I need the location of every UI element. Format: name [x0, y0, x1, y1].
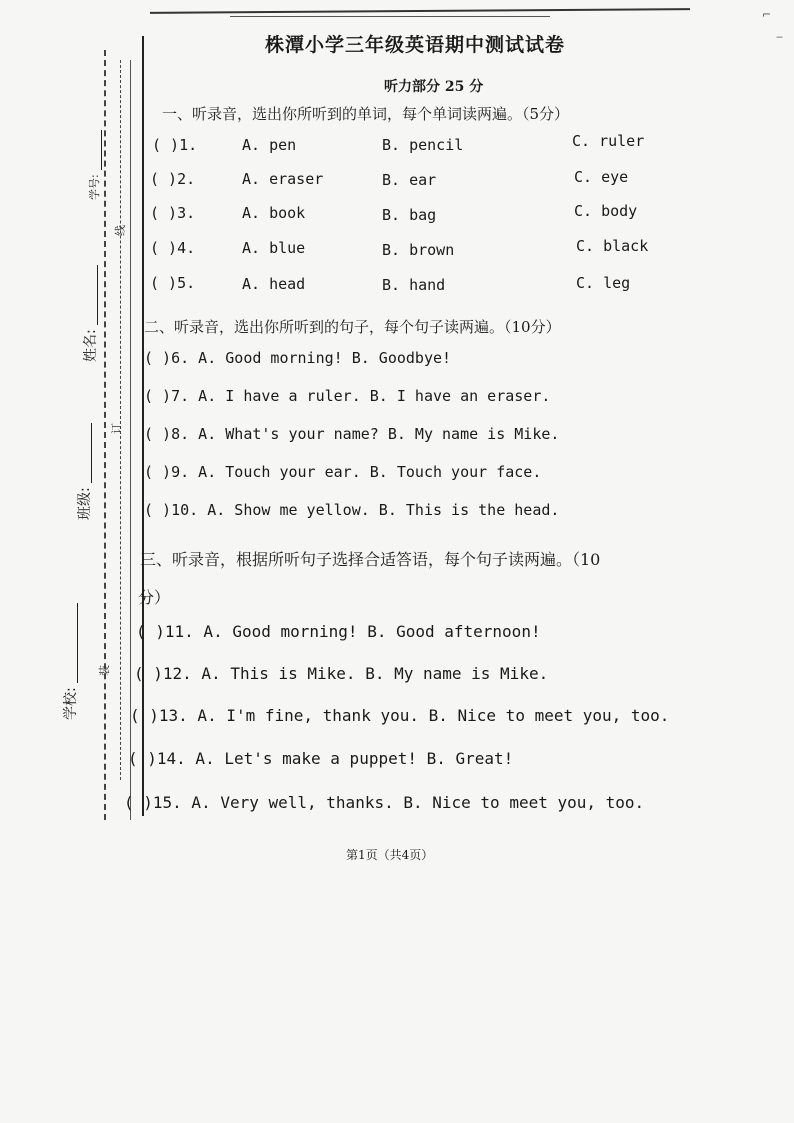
option-b: B. bag [382, 206, 437, 224]
list-item[interactable]: ( )14. A. Let's make a puppet! B. Great! [128, 749, 514, 768]
option-c: C. leg [576, 274, 631, 292]
number-field[interactable] [86, 130, 102, 200]
list-item[interactable]: ( )15. A. Very well, thanks. B. Nice to meet you, too. [124, 793, 645, 812]
option-a: A. blue [242, 239, 306, 257]
school-blank[interactable] [65, 603, 78, 683]
corner-mark-icon: ‒ [776, 30, 783, 43]
question-number[interactable]: ( )2. [150, 170, 196, 188]
option-b: B. ear [382, 171, 437, 189]
section3-heading: 三、听录音，根据所听句子选择合适答语，每个句子读两遍。（10 [140, 550, 601, 569]
list-item[interactable]: ( )9. A. Touch your ear. B. Touch your face. [144, 463, 542, 481]
page-number-footer: 第1页（共4页） [346, 848, 434, 862]
option-a: A. eraser [242, 170, 324, 188]
name-field[interactable] [80, 265, 100, 362]
school-field[interactable] [60, 603, 80, 720]
list-item[interactable]: ( )12. A. This is Mike. B. My name is Mike. [134, 664, 549, 683]
binding-mark-ding: 订 [110, 423, 123, 434]
list-item[interactable]: ( )7. A. I have a ruler. B. I have an eraser. [144, 387, 551, 405]
top-border-line [150, 8, 690, 14]
number-blank[interactable] [89, 130, 102, 170]
option-a: A. head [242, 275, 306, 293]
list-item[interactable]: ( )13. A. I'm fine, thank you. B. Nice to meet you, too. [130, 706, 670, 725]
binding-dashed-line-inner [120, 60, 121, 780]
question-number[interactable]: ( )1. [152, 136, 198, 154]
option-c: C. body [574, 202, 638, 220]
binding-dashed-line [104, 50, 106, 820]
class-label: 班级: [77, 487, 93, 520]
option-c: C. ruler [572, 132, 645, 150]
option-c: C. black [576, 237, 649, 255]
list-item[interactable]: ( )11. A. Good morning! B. Good afternoon! [136, 622, 541, 641]
section2-heading: 二、听录音，选出你所听到的句子，每个句子读两遍。（10分） [144, 318, 561, 336]
option-c: C. eye [574, 168, 629, 186]
school-label: 学校: [63, 687, 79, 720]
option-b: B. pencil [382, 136, 464, 154]
page-title: 株潭小学三年级英语期中测试试卷 [265, 34, 566, 56]
option-a: A. pen [242, 136, 297, 154]
list-item[interactable]: ( )6. A. Good morning! B. Goodbye! [144, 349, 452, 367]
option-a: A. book [242, 204, 306, 222]
class-blank[interactable] [79, 423, 92, 483]
section3-heading-cont: 分） [138, 588, 171, 607]
section1-heading: 一、听录音，选出你所听到的单词，每个单词读两遍。（5分） [162, 105, 570, 123]
question-number[interactable]: ( )4. [150, 239, 196, 257]
corner-mark-icon: ⌐ [762, 8, 772, 21]
list-item[interactable]: ( )10. A. Show me yellow. B. This is the head. [144, 501, 560, 519]
option-b: B. brown [382, 241, 455, 259]
page-subtitle: 听力部分 25 分 [384, 79, 484, 95]
number-label: 学号: [88, 174, 101, 200]
class-field[interactable] [74, 423, 94, 520]
binding-mark-zhuang: 装 [98, 665, 111, 676]
name-label: 姓名: [83, 329, 99, 362]
binding-mark-xian: 线 [114, 225, 127, 236]
name-blank[interactable] [85, 265, 98, 325]
option-b: B. hand [382, 276, 446, 294]
top-border-line-secondary [230, 16, 550, 17]
question-number[interactable]: ( )5. [150, 274, 196, 292]
question-number[interactable]: ( )3. [150, 204, 196, 222]
list-item[interactable]: ( )8. A. What's your name? B. My name is Mike. [144, 425, 560, 443]
